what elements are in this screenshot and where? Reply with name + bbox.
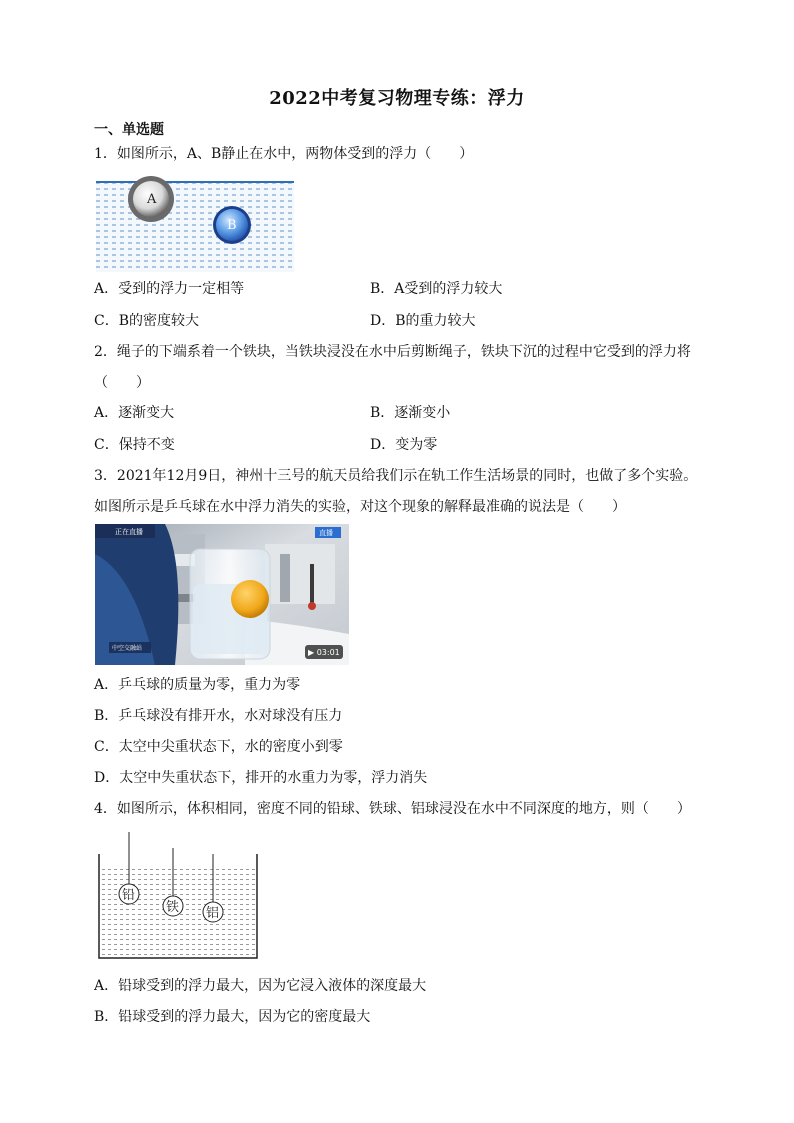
q1-option-a: A．受到的浮力一定相等	[94, 281, 245, 297]
photo-live-tag: 正在直播	[115, 528, 143, 536]
section-heading: 一、单选题	[94, 122, 164, 138]
iron-ball	[163, 896, 183, 916]
lead-ball-label: 铅	[122, 888, 136, 903]
q1-stem: 1．如图所示，A、B静止在水中，两物体受到的浮力（ ）	[94, 146, 474, 162]
q1-figure	[96, 174, 294, 272]
q3-stem-line1: 3．2021年12月9日，神州十三号的航天员给我们示在轨工作生活场景的同时，也做了多个实验。	[94, 468, 698, 484]
q1-option-c: C．B的密度较大	[94, 313, 199, 329]
q3-option-a: A．乒乓球的质量为零，重力为零	[94, 677, 301, 693]
q2-option-d: D．变为零	[370, 437, 438, 453]
q3-option-b: B．乒乓球没有排开水，水对球没有压力	[94, 708, 343, 724]
q3-stem-line2: 如图所示是乒乓球在水中浮力消失的实验，对这个现象的解释最准确的说法是（ ）	[94, 499, 626, 515]
ball-a	[128, 176, 174, 222]
q2-option-a: A．逐渐变大	[94, 405, 175, 421]
q3-option-c: C．太空中尖重状态下，水的密度小到零	[94, 739, 343, 755]
photo-live-badge: 直播	[319, 529, 333, 537]
aluminum-ball	[203, 902, 223, 922]
q3-option-d: D．太空中失重状态下，排开的水重力为零，浮力消失	[94, 770, 428, 786]
photo-caption: 中空交融站	[112, 645, 143, 652]
q2-stem-line1: 2．绳子的下端系着一个铁块，当铁块浸没在水中后剪断绳子，铁块下沉的过程中它受到的浮力将	[94, 344, 691, 360]
ball-b	[213, 206, 251, 244]
q3-photo	[95, 524, 349, 665]
lead-ball	[119, 884, 139, 904]
q2-option-c: C．保持不变	[94, 437, 175, 453]
iron-ball-label: 铁	[166, 900, 180, 915]
q4-option-a: A．铅球受到的浮力最大，因为它浸入液体的深度最大	[94, 978, 427, 994]
video-timestamp: ▶ 03:01	[308, 648, 340, 657]
page-title: 2022中考复习物理专练：浮力	[269, 88, 525, 109]
ball-b-label: B	[227, 218, 237, 233]
aluminum-ball-label: 铝	[206, 906, 220, 921]
q2-option-b: B．逐渐变小	[370, 405, 451, 421]
ball-a-label: A	[147, 192, 157, 207]
q4-option-b: B．铅球受到的浮力最大，因为它的密度最大	[94, 1009, 371, 1025]
q4-stem: 4．如图所示，体积相同，密度不同的铅球、铁球、铝球浸没在水中不同深度的地方，则（ ）	[94, 801, 691, 817]
q2-stem-line2: （ ）	[94, 375, 150, 391]
q1-option-d: D．B的重力较大	[370, 313, 476, 329]
q1-option-b: B．A受到的浮力较大	[370, 281, 503, 297]
q4-figure	[96, 832, 260, 960]
